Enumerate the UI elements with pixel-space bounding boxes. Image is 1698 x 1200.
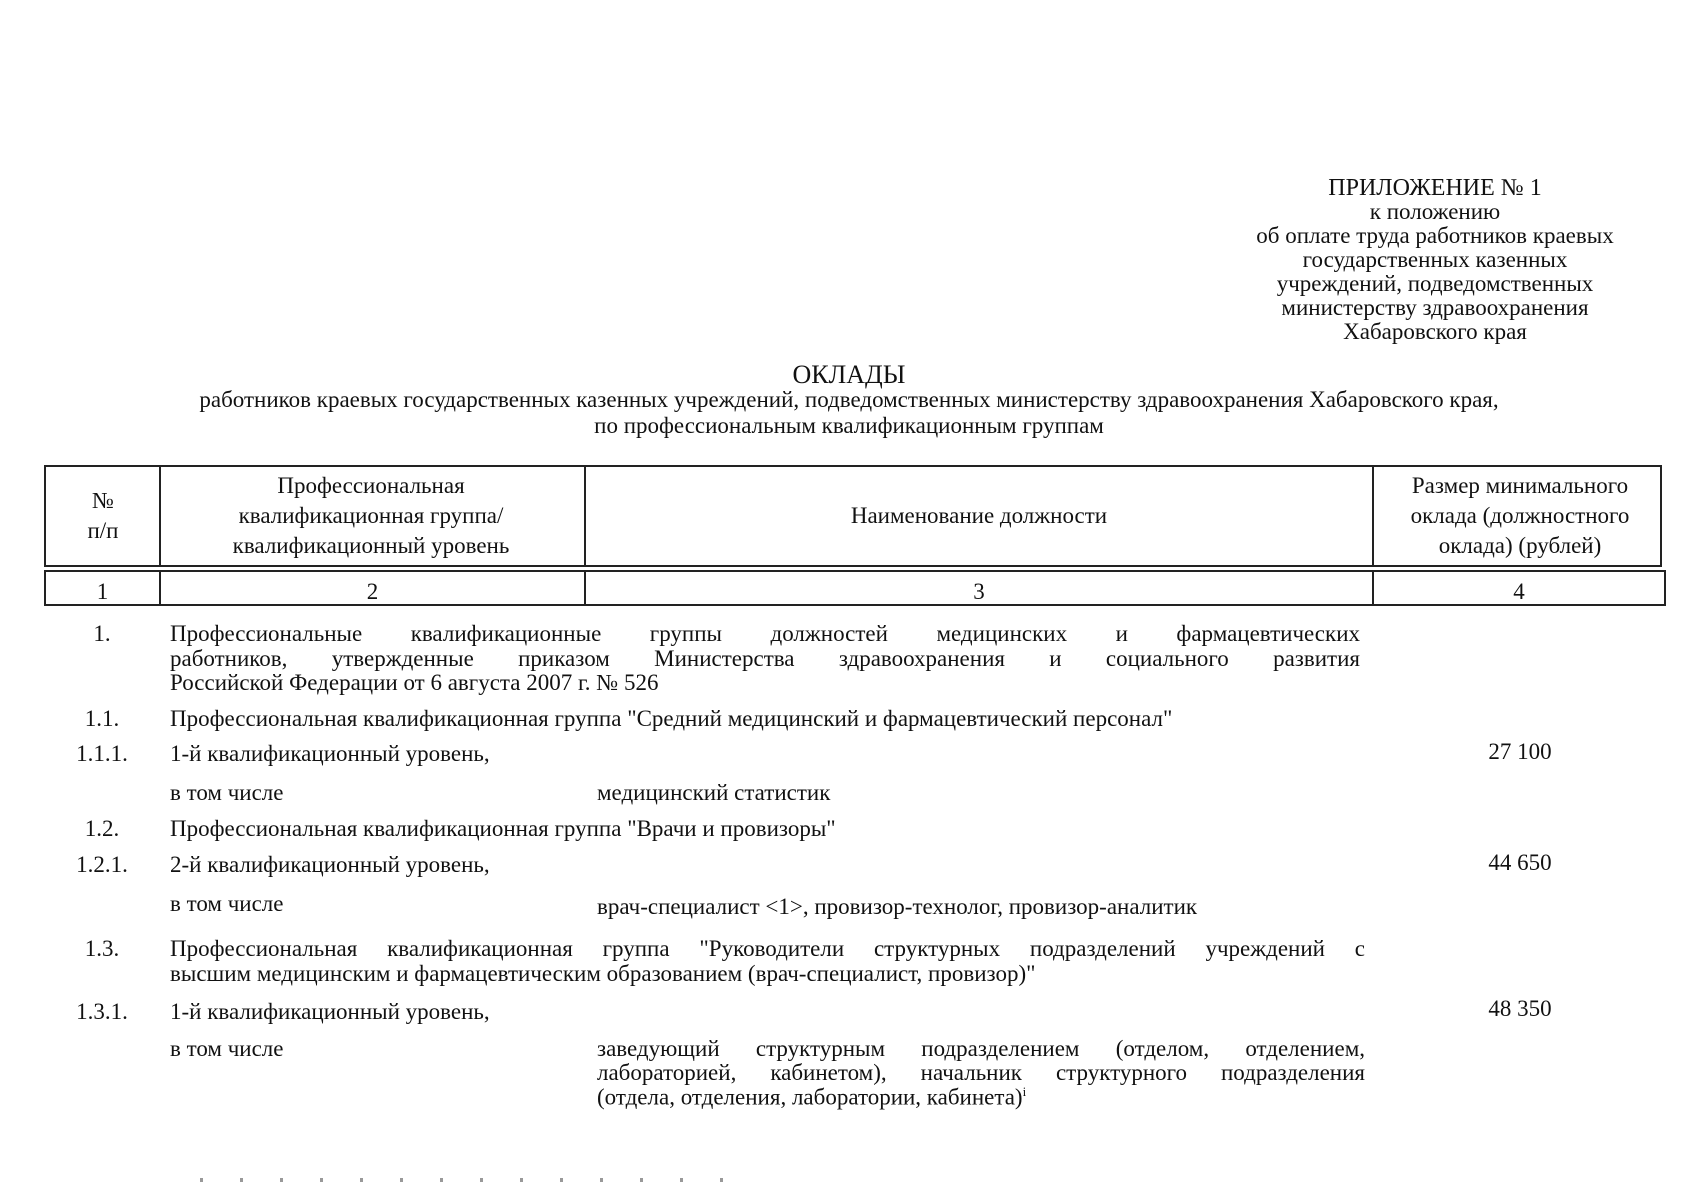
row-number: 1.1.	[84, 706, 120, 731]
appendix-title: ПРИЛОЖЕНИЕ № 1	[1328, 175, 1542, 201]
group-title: высшим медицинским и фармацевтическим образованием (врач-специалист, провизор)"	[170, 961, 1036, 986]
section-heading: Профессиональные квалификационные группы должностей медицинских и фармацевтических	[170, 621, 1360, 646]
salary-value: 44 650	[1488, 850, 1552, 875]
section-heading: работников, утвержденные приказом Министерства здравоохранения и социального развития	[170, 646, 1360, 671]
row-number: 1.2.1.	[76, 852, 128, 877]
row-number: 1.3.1.	[76, 999, 128, 1024]
row-number: 1.1.1.	[76, 741, 128, 766]
appendix-line: государственных казенных	[1302, 247, 1568, 272]
document-title: ОКЛАДЫ	[792, 360, 906, 389]
including-label: в том числе	[170, 780, 284, 805]
appendix-header	[1195, 176, 1675, 344]
including-label: в том числе	[170, 1036, 284, 1061]
column-number: 2	[366, 579, 379, 604]
header-group: Профессиональная квалификационная группа/ квалификационный уровень	[232, 473, 510, 558]
position-names: (отдела, отделения, лаборатории, кабинета)	[597, 1084, 1023, 1110]
row-number: 1.	[93, 621, 111, 646]
column-number: 1	[96, 579, 109, 604]
header-number: № п/п	[87, 488, 119, 543]
header-salary: Размер минимального оклада (должностного оклада) (рублей)	[1410, 473, 1630, 558]
footnote-mark: i	[1022, 1084, 1027, 1099]
document-subtitle: по профессиональным квалификационным группам	[594, 413, 1104, 438]
qualification-level: 1-й квалификационный уровень,	[170, 741, 490, 766]
appendix-line: к положению	[1369, 199, 1501, 224]
appendix-line: министерству здравоохранения	[1281, 295, 1589, 320]
including-label: в том числе	[170, 891, 284, 916]
row-number: 1.3.	[84, 936, 120, 961]
qualification-level: 1-й квалификационный уровень,	[170, 999, 490, 1024]
position-names: заведующий структурным подразделением (отделом, отделением,	[597, 1036, 1365, 1061]
column-divider	[159, 465, 161, 567]
section-heading: Российской Федерации от 6 августа 2007 г. № 526	[170, 670, 659, 695]
salary-value: 48 350	[1488, 996, 1552, 1021]
row-number: 1.2.	[84, 816, 120, 841]
position-names: врач-специалист <1>, провизор-технолог, провизор-аналитик	[597, 894, 1198, 919]
appendix-line: учреждений, подведомственных	[1276, 271, 1594, 296]
header-position: Наименование должности	[850, 503, 1108, 528]
appendix-line: Хабаровского края	[1343, 319, 1527, 344]
salary-value: 27 100	[1488, 739, 1552, 764]
column-number: 3	[973, 579, 985, 604]
group-title: Профессиональная квалификационная группа "Руководители структурных подразделений учреждений с	[170, 936, 1365, 961]
column-number: 4	[1513, 579, 1525, 604]
column-divider	[1372, 465, 1374, 567]
appendix-line: об оплате труда работников краевых	[1256, 223, 1614, 248]
position-names-last	[597, 1085, 1026, 1110]
document-subtitle: работников краевых государственных казенных учреждений, подведомственных министерству здравоохранения Хабаровского края,	[199, 387, 1499, 412]
qualification-level: 2-й квалификационный уровень,	[170, 852, 490, 877]
position-names: медицинский статистик	[597, 780, 831, 805]
scan-artifact	[200, 1178, 760, 1182]
group-title: Профессиональная квалификационная группа "Врачи и провизоры"	[170, 816, 836, 841]
group-title: Профессиональная квалификационная группа "Средний медицинский и фармацевтический персонал"	[170, 706, 1173, 731]
position-names: лабораторией, кабинетом), начальник структурного подразделения	[597, 1060, 1365, 1085]
